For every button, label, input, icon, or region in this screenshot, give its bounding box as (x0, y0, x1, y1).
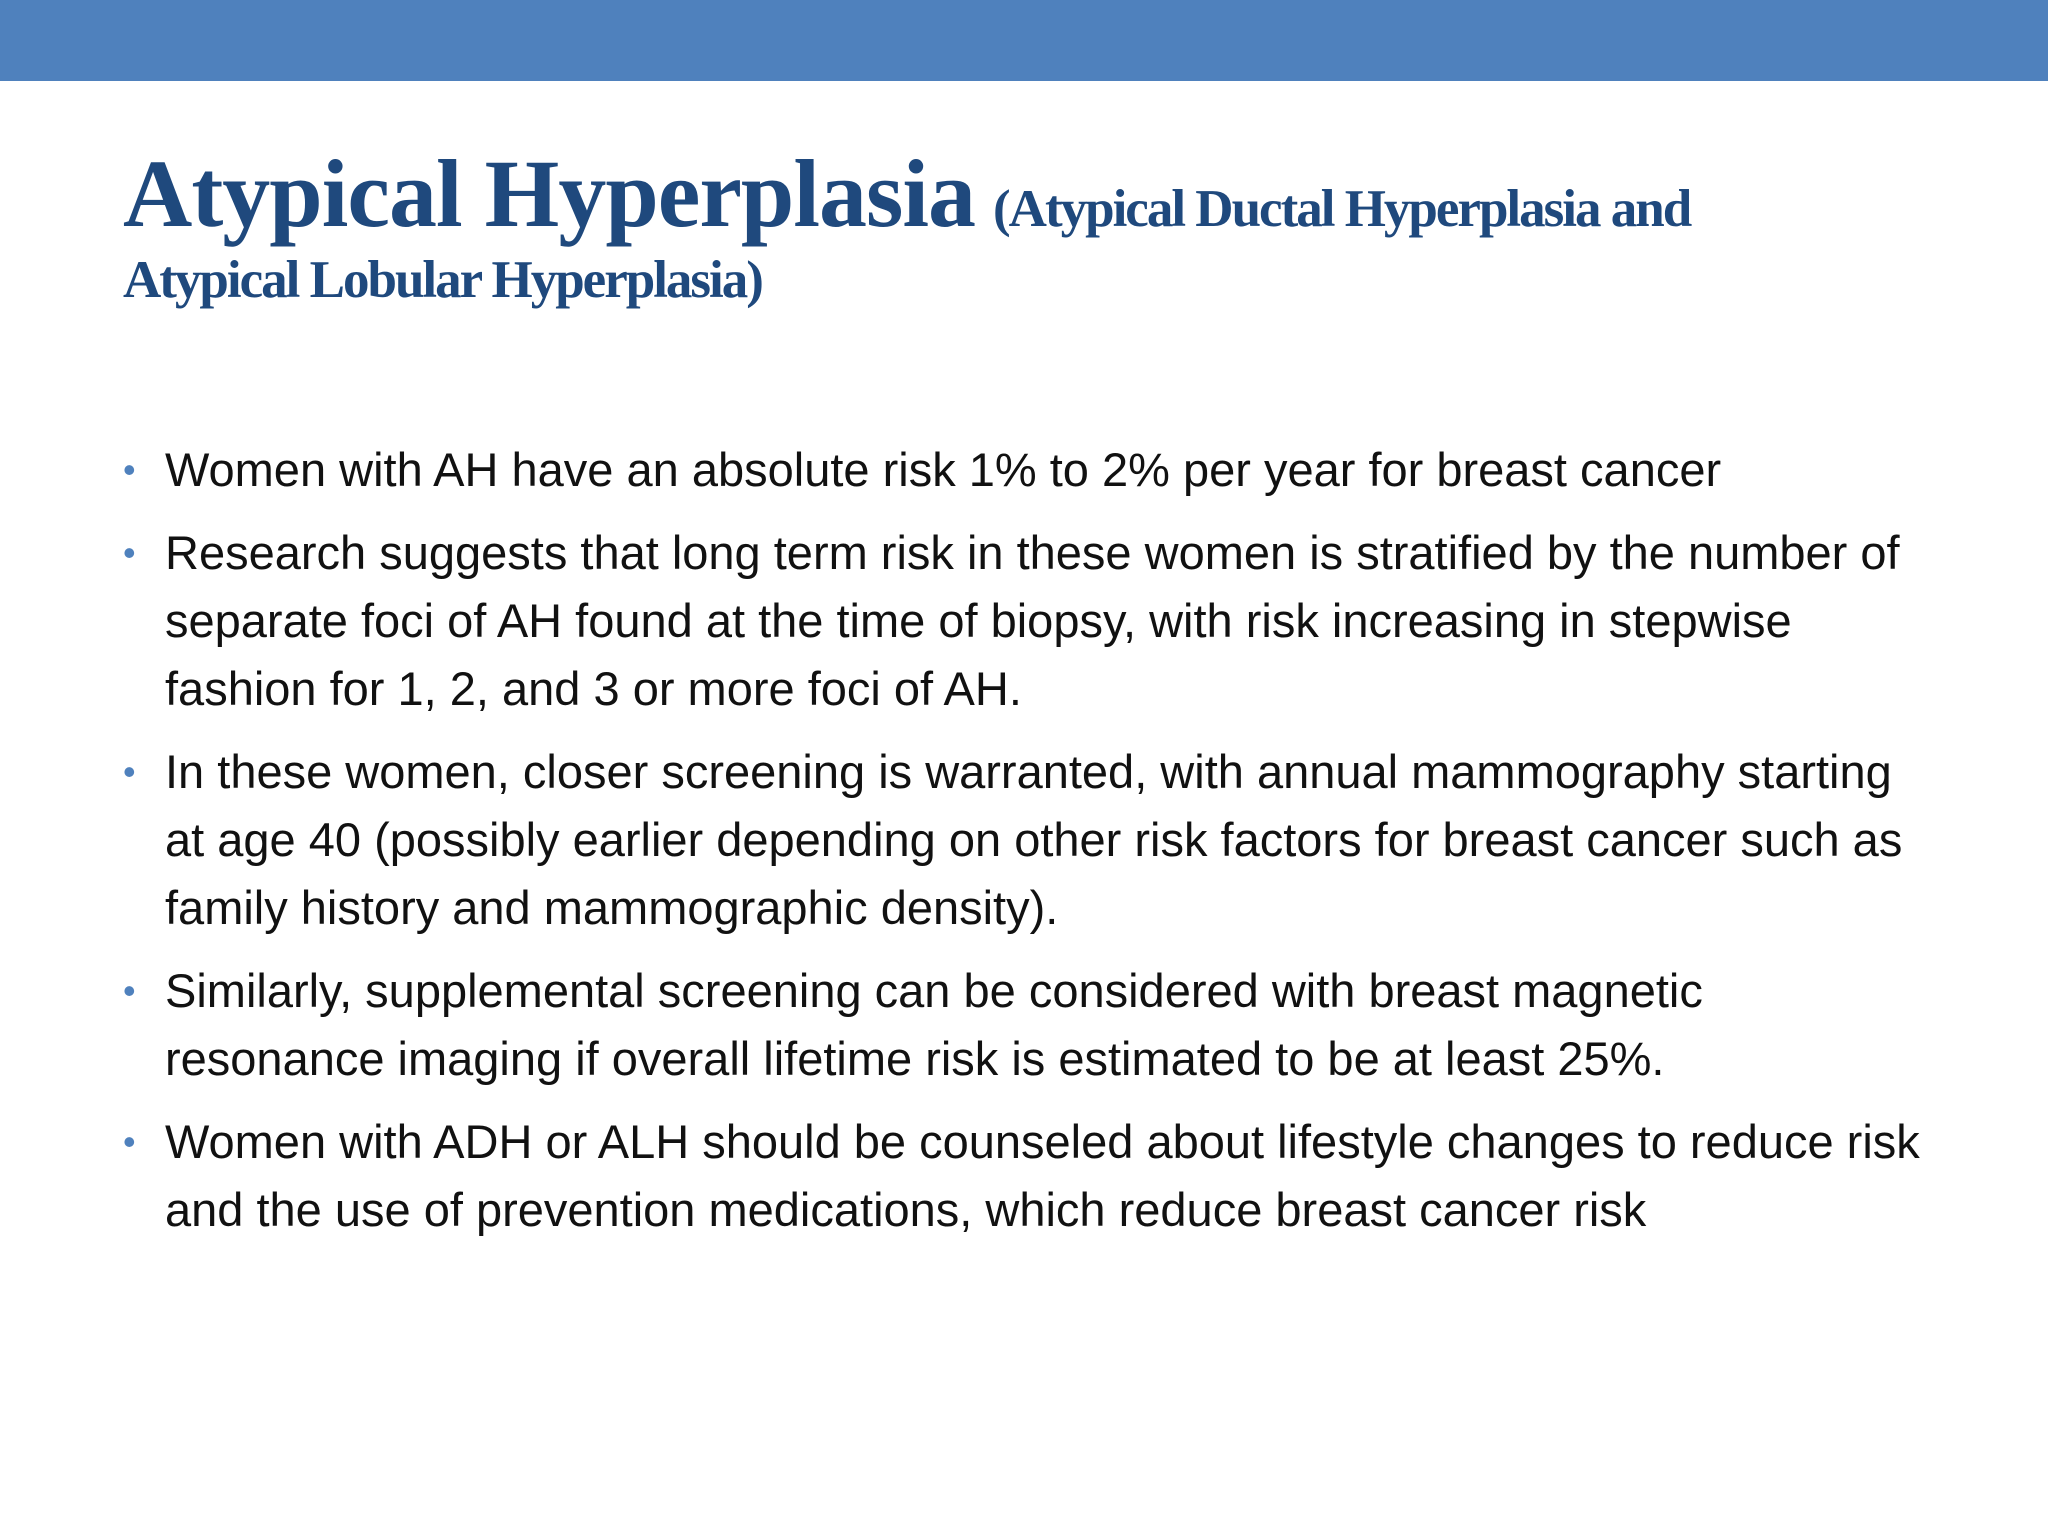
bullet-text: In these women, closer screening is warranted, with annual mammography starting at age 40 (possibly earlier depending on other risk factors for breast cancer such as family history and mammographic density). (165, 745, 1903, 934)
top-accent-bar (0, 0, 2048, 81)
bullet-text: Similarly, supplemental screening can be considered with breast magnetic resonance imaging if overall lifetime risk is estimated to be at least 25%. (165, 964, 1703, 1085)
bullet-item (118, 436, 1928, 504)
bullet-list (118, 436, 1928, 1259)
title-main: Atypical Hyperplasia (123, 140, 976, 247)
bullet-text: Women with AH have an absolute risk 1% to 2% per year for breast cancer (165, 443, 1722, 496)
bullet-icon: • (123, 970, 136, 1011)
bullet-icon: • (123, 1121, 136, 1162)
bullet-icon: • (123, 532, 136, 573)
slide-title (123, 140, 1943, 312)
title-line-1 (123, 140, 1943, 248)
title-subtitle-part-1: (Atypical Ductal Hyperplasia and (993, 180, 1691, 238)
bullet-item (118, 1108, 1928, 1244)
bullet-item (118, 957, 1928, 1093)
bullet-text: Research suggests that long term risk in these women is stratified by the number of separate foci of AH found at the time of biopsy, with risk increasing in stepwise fashion for 1, 2, and 3 or more foci of AH. (165, 526, 1900, 715)
bullet-icon: • (123, 751, 136, 792)
bullet-icon: • (123, 449, 136, 490)
bullet-text: Women with ADH or ALH should be counseled about lifestyle changes to reduce risk and the use of prevention medications, which reduce breast cancer risk (165, 1115, 1920, 1236)
bullet-item (118, 738, 1928, 942)
title-subtitle-part-2: Atypical Lobular Hyperplasia) (123, 251, 762, 309)
bullet-item (118, 519, 1928, 723)
